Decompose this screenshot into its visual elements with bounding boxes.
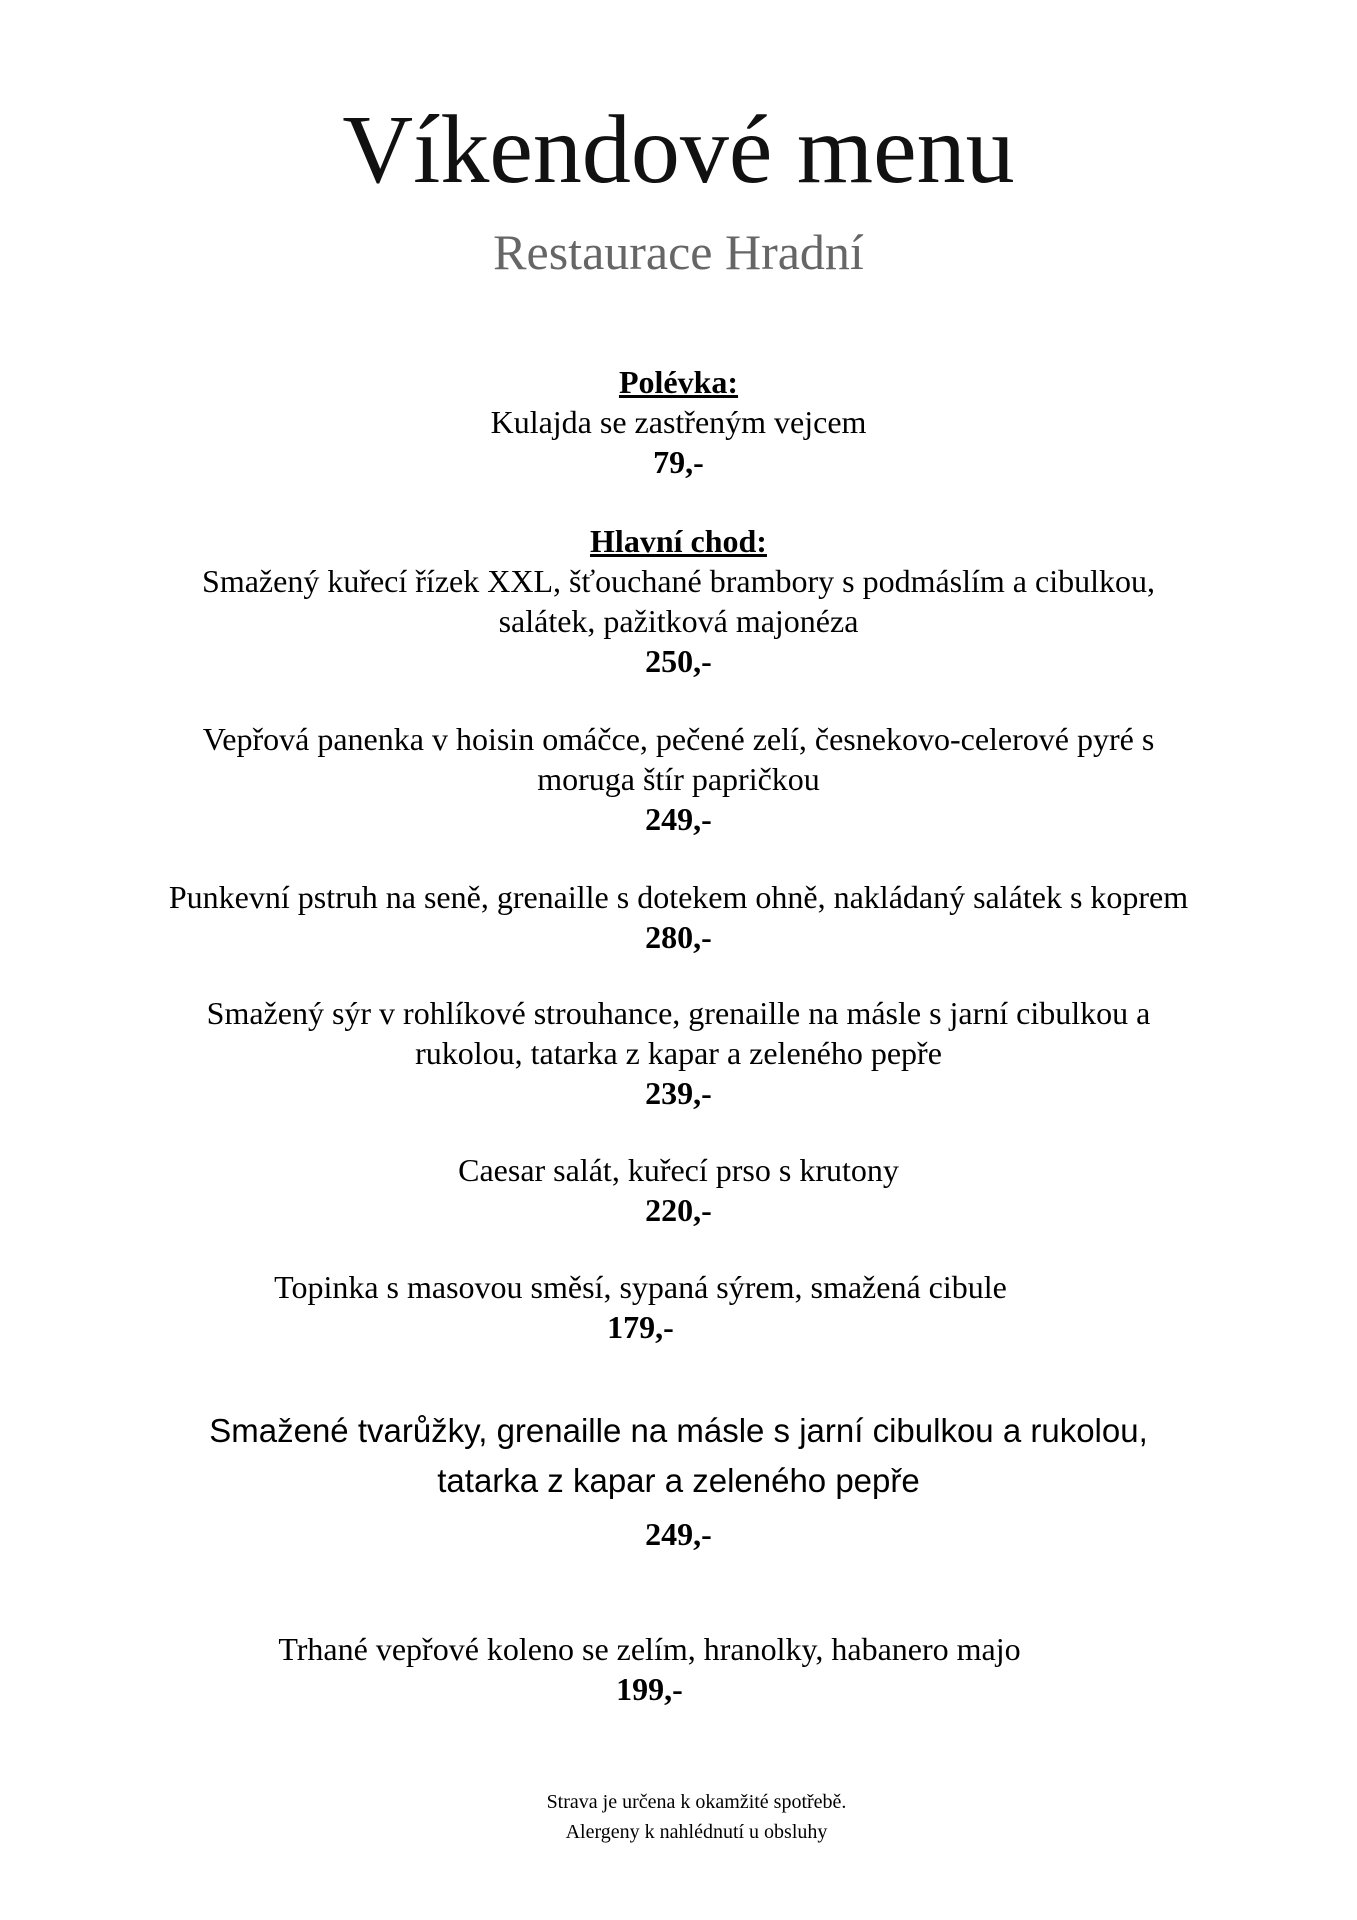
dish-price: 249,- <box>645 1516 712 1552</box>
dish-name-line: rukolou, tatarka z kapar a zeleného pepře <box>415 1035 942 1071</box>
dish-name-line: Caesar salát, kuřecí prso s krutony <box>458 1152 899 1188</box>
menu-item <box>0 1267 1319 1347</box>
dish-name-line: Smažené tvarůžky, grenaille na másle s jarní cibulkou a rukolou, <box>209 1412 1148 1449</box>
menu-item <box>0 1629 1328 1709</box>
dish-name-line: moruga štír papričkou <box>537 761 820 797</box>
dish-name-line: Smažený sýr v rohlíkové strouhance, grenaille na másle s jarní cibulkou a <box>206 995 1151 1031</box>
soup-heading: Polévka: <box>618 364 739 400</box>
main-course-heading: Hlavní chod: <box>590 523 767 559</box>
dish-price: 239,- <box>645 1075 712 1111</box>
soup-price: 79,- <box>653 444 704 480</box>
dish-price: 250,- <box>645 643 712 679</box>
dish-name-line: salátek, pažitková majonéza <box>498 603 859 639</box>
dish-name-line: Punkevní pstruh na seně, grenaille s dotekem ohně, nakládaný salátek s koprem <box>168 879 1189 915</box>
dish-price: 220,- <box>645 1192 712 1228</box>
dish-name-line: Topinka s masovou směsí, sypaná sýrem, smažená cibule <box>274 1269 1007 1305</box>
footer-consumption-note: Strava je určena k okamžité spotřebě. <box>546 1791 847 1813</box>
dish-name-line: Vepřová panenka v hoisin omáčce, pečené zelí, česnekovo-celerové pyré s <box>202 721 1155 757</box>
menu-item <box>0 719 1357 839</box>
restaurant-name: Restaurace Hradní <box>493 224 864 280</box>
dish-price: 280,- <box>645 919 712 955</box>
menu-item <box>0 1150 1357 1230</box>
main-course-section <box>0 521 1357 681</box>
dish-price: 249,- <box>645 801 712 837</box>
footer-allergens-note: Alergeny k nahlédnutí u obsluhy <box>565 1821 828 1843</box>
soup-section <box>0 362 1357 482</box>
dish-price: 179,- <box>607 1309 674 1345</box>
menu-item <box>0 993 1357 1113</box>
menu-item <box>0 877 1357 957</box>
menu-title: Víkendové menu <box>342 96 1015 204</box>
dish-name-line: Smažený kuřecí řízek XXL, šťouchané brambory s podmáslím a cibulkou, <box>202 563 1155 599</box>
dish-price: 199,- <box>616 1671 683 1707</box>
menu-item <box>0 1406 1357 1554</box>
dish-name-line: tatarka z kapar a zeleného pepře <box>437 1462 920 1499</box>
footer-note <box>18 1787 1357 1847</box>
dish-name-line: Trhané vepřové koleno se zelím, hranolky, habanero majo <box>278 1631 1021 1667</box>
soup-dish-name: Kulajda se zastřeným vejcem <box>490 404 867 440</box>
